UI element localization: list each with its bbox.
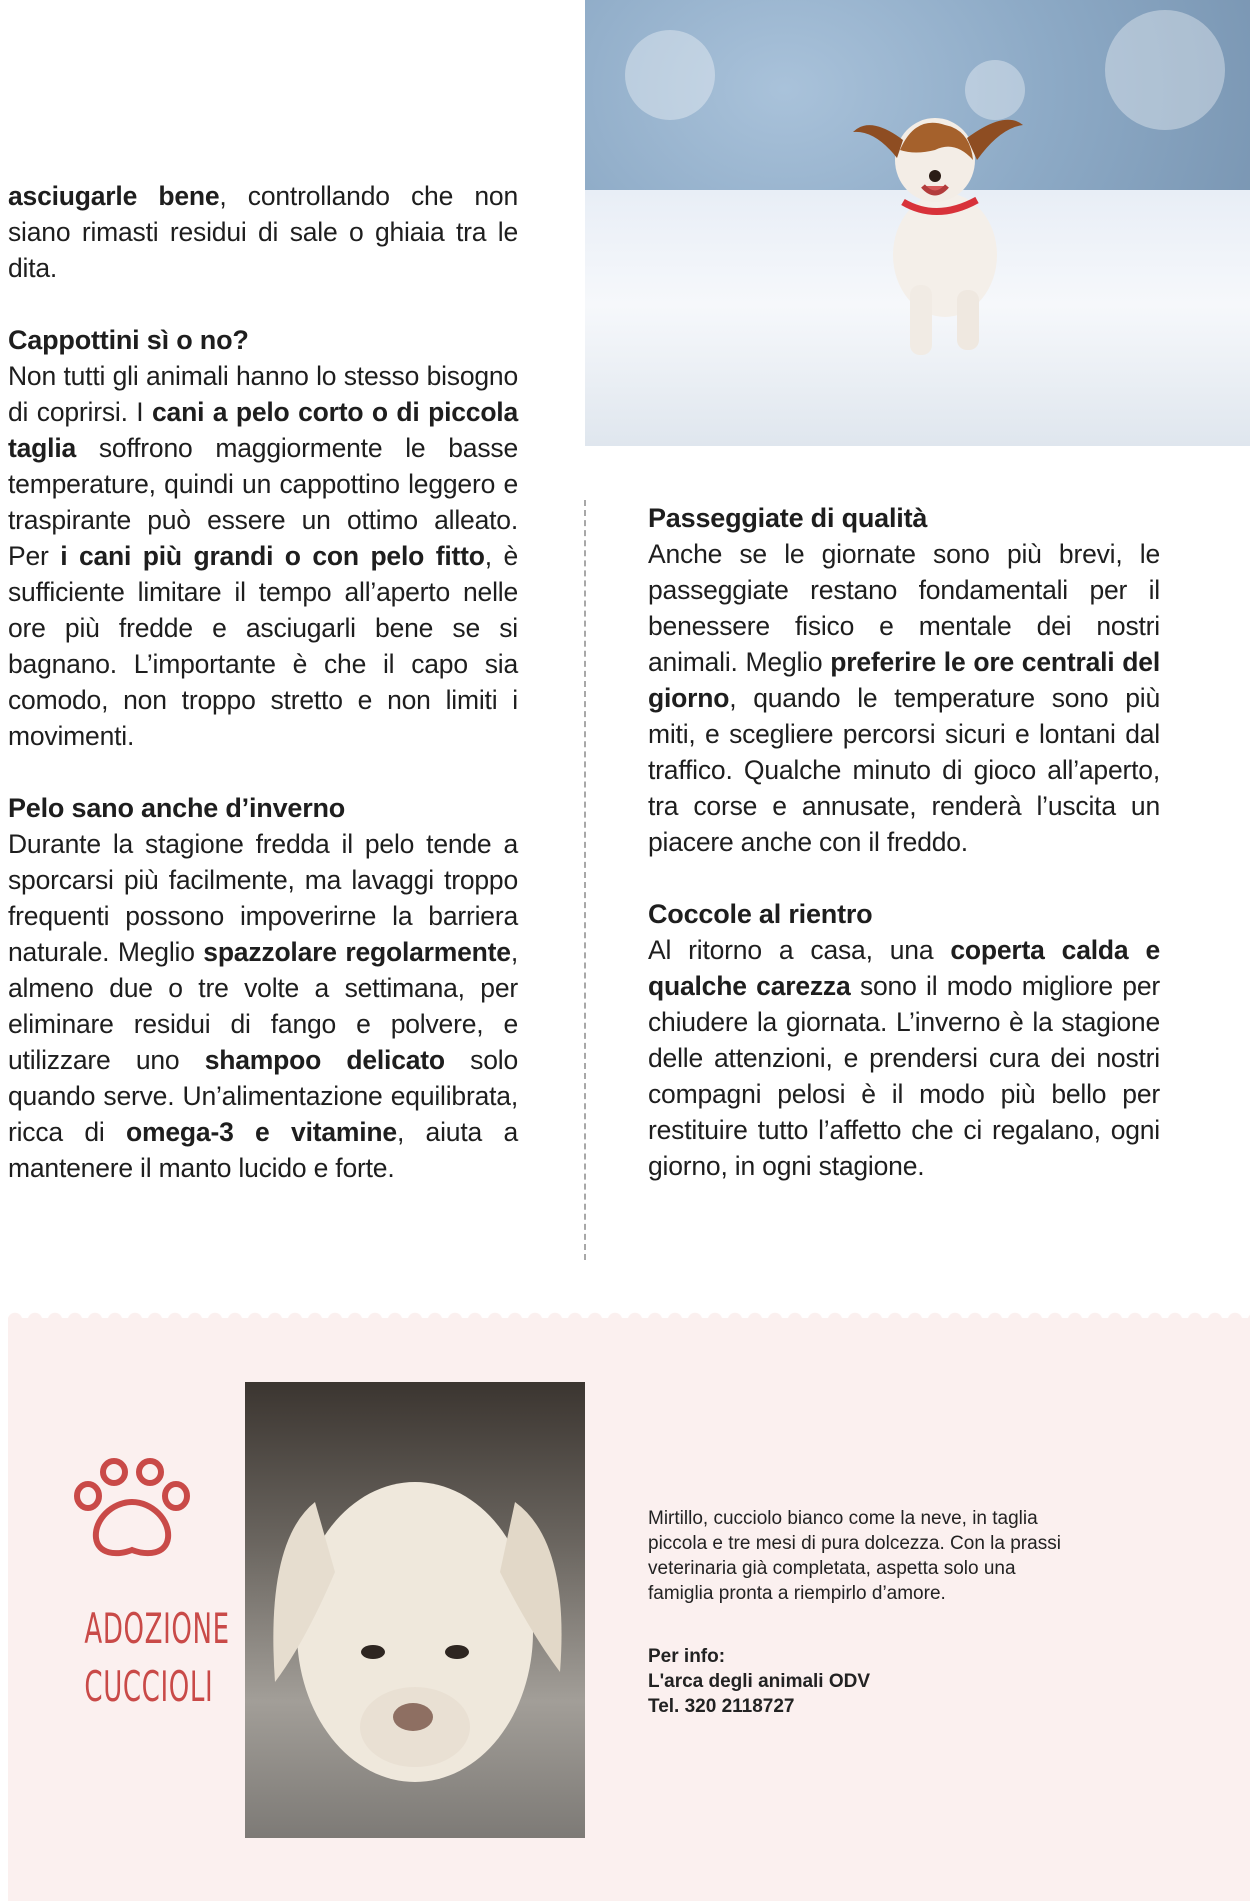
paragraph-coccole: Al ritorno a casa, una coperta calda e qualche carezza sono il modo migliore per chiudere la giornata. L’inverno è la stagione delle attenzioni, e prendersi cura dei nostri compagni pelosi è il modo più bello per restituire tutto l’affetto che ci regalano, ogni giorno, in ogni stagione.: [648, 935, 1160, 1181]
info-label: Per info:: [648, 1646, 726, 1667]
adoption-contact: [648, 1644, 1068, 1719]
paragraph-pelo-sano: Durante la stagione fredda il pelo tende a sporcarsi più facilmente, ma lavaggi troppo frequenti possono impoverirne la barriera naturale. Meglio spazzolare regolarmente, almeno due o tre volte a settimana, per eliminare residui di fango e polvere, e utilizzare uno shampoo delicato solo quando serve. Un’alimentazione equilibrata, ricca di omega-3 e vitamine, aiuta a mantenere il manto lucido e forte.: [8, 829, 518, 1183]
left-text-column: [8, 178, 518, 1186]
heading-cappottini: Cappottini sì o no?: [8, 325, 249, 355]
paw-icon: [72, 1458, 194, 1564]
right-text-column: [648, 500, 1160, 1184]
heading-passeggiate: Passeggiate di qualità: [648, 503, 928, 533]
adoption-description: Mirtillo, cucciolo bianco come la neve, in taglia piccola e tre mesi di pura dolcezza. Con la prassi veterinaria già completata, aspetta solo una famiglia pronta a riempirlo d’amore.: [648, 1508, 1061, 1604]
paragraph-passeggiate: Anche se le giornate sono più brevi, le passeggiate restano fondamentali per il benessere fisico e mentale dei nostri animali. Meglio preferire le ore centrali del giorno, quando le temperature sono più miti, e scegliere percorsi sicuri e lontani dal traffico. Qualche minuto di gioco all’aperto, tra corse e annusate, renderà l’uscita un piacere anche con il freddo.: [648, 539, 1160, 857]
paragraph-cappottini: Non tutti gli animali hanno lo stesso bisogno di coprirsi. I cani a pelo corto o di piccola taglia soffrono maggiormente le basse temperature, quindi un cappottino leggero e traspirante può essere un ottimo alleato. Per i cani più grandi o con pelo fitto, è sufficiente limitare il tempo all’aperto nelle ore più fredde e asciugarli bene se si bagnano. L’importante è che il capo sia comodo, non troppo stretto e non limiti i movimenti.: [8, 361, 519, 751]
phone-number[interactable]: Tel. 320 2118727: [648, 1696, 795, 1717]
organization-name: L'arca degli animali ODV: [648, 1671, 871, 1692]
photo-white-puppy: [245, 1382, 585, 1838]
adoption-title: ADOZIONE CUCCIOLI: [84, 1604, 230, 1711]
heading-pelo-sano: Pelo sano anche d’inverno: [8, 793, 346, 823]
photo-dog-in-snow: [585, 0, 1250, 446]
column-divider: [584, 500, 586, 1260]
intro-paragraph: asciugarle bene, controllando che non siano rimasti residui di sale o ghiaia tra le dita.: [8, 181, 518, 283]
heading-coccole: Coccole al rientro: [648, 899, 873, 929]
